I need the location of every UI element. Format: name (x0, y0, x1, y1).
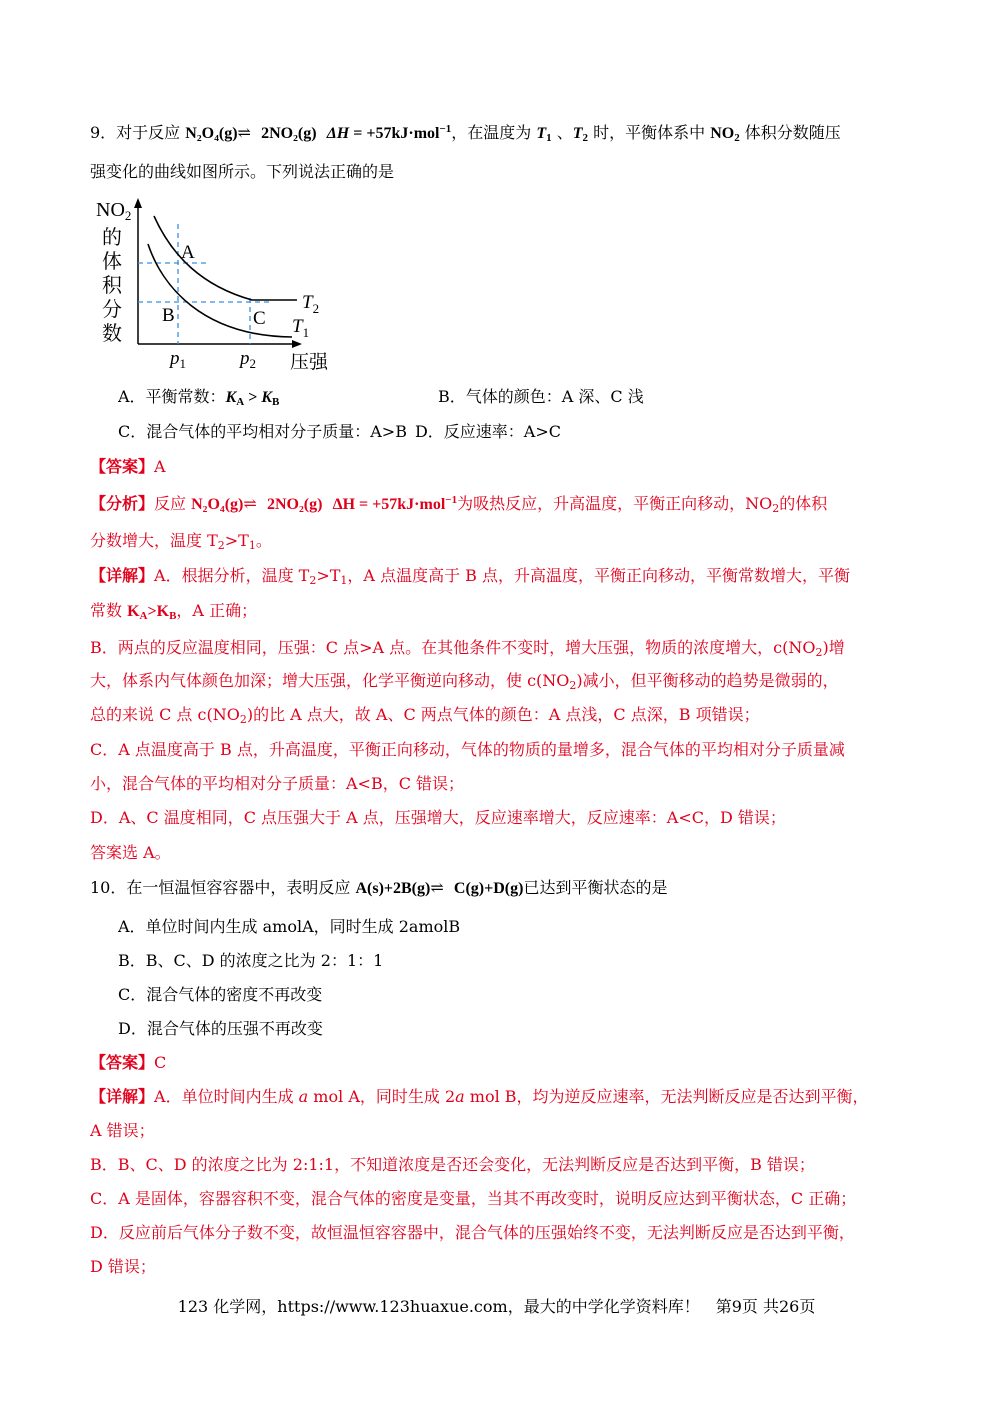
y-label-char-3: 积 (102, 273, 122, 297)
analysis-gt: >T (224, 531, 249, 550)
detail-a2-prefix: 常数 (90, 601, 128, 620)
enthalpy-value: = +57kJ·mol (349, 125, 440, 142)
analysis-line2: 分数增大，温度 T (90, 531, 218, 550)
detail-ka-gt: > (147, 603, 157, 620)
analysis-end: 。 (255, 531, 272, 550)
t2-symbol: T (572, 125, 583, 142)
detail-t1-sub: 1 (340, 574, 348, 587)
q10-detail-tag: 【详解】 (90, 1087, 155, 1106)
detail-b2-end: )减小，但平衡移动的趋势是微弱的， (576, 671, 839, 690)
analysis-dh: ΔH (332, 496, 356, 513)
q9-option-c: C．混合气体的平均相对分子质量：A>B (118, 422, 407, 441)
analysis-t1-sub: 1 (248, 539, 256, 552)
point-b-label: B (162, 305, 175, 326)
analysis-prefix: 反应 (154, 494, 192, 513)
detail-ka-sub: A (139, 610, 148, 622)
y-label-no2: $NO_2$ (96, 199, 132, 223)
x-axis-arrow (292, 340, 302, 348)
q9-detail-b2 (90, 666, 920, 696)
q10-detail-a1-p1: A．单位时间内生成 (154, 1087, 299, 1106)
detail-kb: K (156, 603, 170, 620)
y-label-char-4: 分 (102, 297, 122, 321)
answer-tag: 【答案】 (90, 457, 155, 476)
curve-t2 (154, 216, 297, 300)
q10-detail-d2: D 错误； (90, 1257, 156, 1276)
enthalpy-label: ΔH (326, 125, 350, 142)
detail-b1: B．两点的反应温度相同，压强：C 点>A 点。在其他条件不变时，增大压强，物质的浓度增大，c(NO (90, 638, 816, 657)
ka-subscript: A (236, 396, 245, 408)
y-label-char-1: 的 (102, 225, 122, 249)
q10-reactants: A(s)+2B(g) (355, 880, 431, 897)
detail-a1-end: ，A 点温度高于 B 点，升高温度，平衡正向移动，平衡常数增大，平衡 (347, 566, 850, 585)
detail-ka: K (127, 603, 140, 620)
point-c-label: C (253, 308, 266, 329)
y-label-char-2: 体 (102, 249, 122, 273)
curve-t1-label: $T_1$ (292, 316, 310, 340)
q10-answer-tag: 【答案】 (90, 1053, 155, 1072)
y-axis-arrow (134, 198, 142, 208)
analysis-dh-value: = +57kJ·mol (355, 496, 446, 513)
product-2no2: 2NO₂(g) (261, 125, 317, 142)
q9-stem-suffix: 体积分数随压 (739, 123, 841, 142)
kb-subscript: B (271, 396, 280, 408)
q9-analysis-line1 (90, 489, 920, 519)
q9-options-cd (118, 417, 918, 447)
q10-answer-value: C (154, 1053, 167, 1072)
ka-symbol: K (225, 389, 237, 406)
q10-detail-c: C．A 是固体，容器容积不变，混合气体的密度是变量，当其不再改变时，说明反应达到平衡状态，C 正确； (90, 1189, 857, 1208)
detail-a2-suffix: ，A 正确； (176, 601, 258, 620)
reactant-n2o4: N₂O₄(g) (185, 125, 238, 142)
detail-tag: 【详解】 (90, 566, 155, 585)
detail-a1: A．根据分析，温度 T (154, 566, 310, 585)
q9-stem-line2: 强变化的曲线如图所示。下列说法正确的是 (90, 162, 395, 181)
detail-gt: >T (316, 566, 341, 585)
q9-option-d: D．反应速率：A>C (414, 422, 562, 441)
detail-t2-sub: 2 (309, 574, 317, 587)
kb-symbol: K (261, 389, 272, 406)
q9-stem-line1 (90, 118, 920, 148)
analysis-no2-sub: 2 (772, 502, 780, 515)
page-footer: 123 化学网，https://www.123huaxue.com，最大的中学化学资料库！ 第9页 共26页 (177, 1297, 816, 1316)
analysis-t2-sub: 2 (217, 539, 225, 552)
analysis-n2o4: N₂O₄(g) (191, 496, 244, 513)
q10-option-d: D．混合气体的压强不再改变 (118, 1019, 323, 1038)
q10-stem-suffix: 已达到平衡状态的是 (523, 878, 668, 897)
q9-detail-b3 (90, 700, 920, 730)
point-a-label: A (181, 242, 195, 263)
q9-option-b: B．气体的颜色：A 深、C 浅 (438, 387, 644, 406)
no2-fraction-pressure-graph (92, 196, 342, 376)
q9-detail-d1: D．A、C 温度相同，C 点压强大于 A 点，压强增大，反应速率增大，反应速率：A<C，D 错误； (90, 808, 786, 827)
detail-kb-sub: B (169, 610, 177, 622)
q9-answer (90, 452, 920, 482)
tick-p1: $p_1$ (170, 348, 186, 371)
analysis-tag: 【分析】 (90, 494, 155, 513)
q10-detail-b: B．B、C、D 的浓度之比为 2:1:1，不知道浓度是否还会变化，无法判断反应是否达到平衡，B 错误； (90, 1155, 815, 1174)
equilibrium-arrow: ⇌ (237, 123, 251, 142)
q9-detail-b1 (90, 633, 920, 663)
curve-t2-label: $T_2$ (302, 292, 320, 316)
q10-arrow: ⇌ (430, 878, 444, 897)
detail-b2-sub: 2 (569, 679, 577, 692)
analysis-2no2: 2NO₂(g) (266, 496, 323, 513)
q9-conclusion: 答案选 A。 (90, 843, 171, 862)
q10-detail-d1: D．反应前后气体分子数不变，故恒温恒容容器中，混合气体的压强始终不变，无法判断反应是否达到平衡， (90, 1223, 855, 1242)
t1-subscript: 1 (546, 132, 552, 144)
q9-stem-mid: ，在温度为 (451, 123, 537, 142)
t2-subscript: 2 (582, 132, 588, 144)
q10-detail-a1 (90, 1082, 920, 1112)
enthalpy-exponent: −1 (439, 123, 452, 135)
greater-than: > (244, 389, 262, 406)
q10-detail-a1-p2: mol A，同时生成 2 (308, 1087, 456, 1106)
q10-option-b: B．B、C、D 的浓度之比为 2：1：1 (118, 951, 384, 970)
tick-p2: $p_2$ (240, 348, 256, 371)
detail-b2: 大，体系内气体颜色加深；增大压强，化学平衡逆向移动，使 c(NO (90, 671, 570, 690)
q10-option-c: C．混合气体的密度不再改变 (118, 985, 323, 1004)
t1-symbol: T (536, 125, 547, 142)
q9-stem-after-t: 时，平衡体系中 (588, 123, 711, 142)
analysis-arrow: ⇌ (243, 494, 257, 513)
q9-detail-c2: 小，混合气体的平均相对分子质量：A<B，C 错误； (90, 774, 465, 793)
q9-detail-a1 (90, 561, 920, 591)
y-label-char-5: 数 (102, 321, 122, 345)
q9-detail-a2 (90, 596, 920, 626)
q9-stem-sep: 、 (551, 123, 573, 142)
analysis-mid: 为吸热反应，升高温度，平衡正向移动，NO (457, 494, 773, 513)
q10-detail-a-var: a (298, 1087, 309, 1106)
q10-stem (90, 873, 920, 903)
detail-b1-end: )增 (822, 638, 845, 657)
q10-stem-prefix: 10．在一恒温恒容容器中，表明反应 (90, 878, 356, 897)
detail-b3: 总的来说 C 点 c(NO (90, 705, 240, 724)
no2-subscript: 2 (734, 132, 740, 144)
q9-detail-c1: C．A 点温度高于 B 点，升高温度，平衡正向移动，气体的物质的量增多，混合气体的平均相对分子质量减 (90, 740, 845, 759)
q9-option-a: A．平衡常数： (118, 387, 226, 406)
q10-answer (90, 1048, 920, 1078)
q10-products: C(g)+D(g) (453, 880, 524, 897)
detail-b3-sub: 2 (239, 713, 247, 726)
answer-value: A (154, 457, 166, 476)
detail-b1-sub: 2 (815, 646, 823, 659)
analysis-dh-exp: −1 (445, 494, 458, 506)
detail-b3-end: )的比 A 点大，故 A、C 两点气体的颜色：A 点浅，C 点深，B 项错误； (246, 705, 760, 724)
x-axis-label: 压强 (290, 351, 329, 373)
q10-detail-a2: A 错误； (90, 1121, 155, 1140)
q9-options-ab (118, 382, 918, 412)
no2-formula: NO (710, 125, 735, 142)
q9-stem-prefix: 9．对于反应 (90, 123, 186, 142)
q9-analysis-line2 (90, 526, 920, 556)
q10-detail-a1-p3: mol B，均为逆反应速率，无法判断反应是否达到平衡， (464, 1087, 869, 1106)
q10-detail-a-var2: a (455, 1087, 465, 1106)
q10-option-a: A．单位时间内生成 amolA，同时生成 2amolB (118, 917, 461, 936)
analysis-suffix: 的体积 (779, 494, 828, 513)
